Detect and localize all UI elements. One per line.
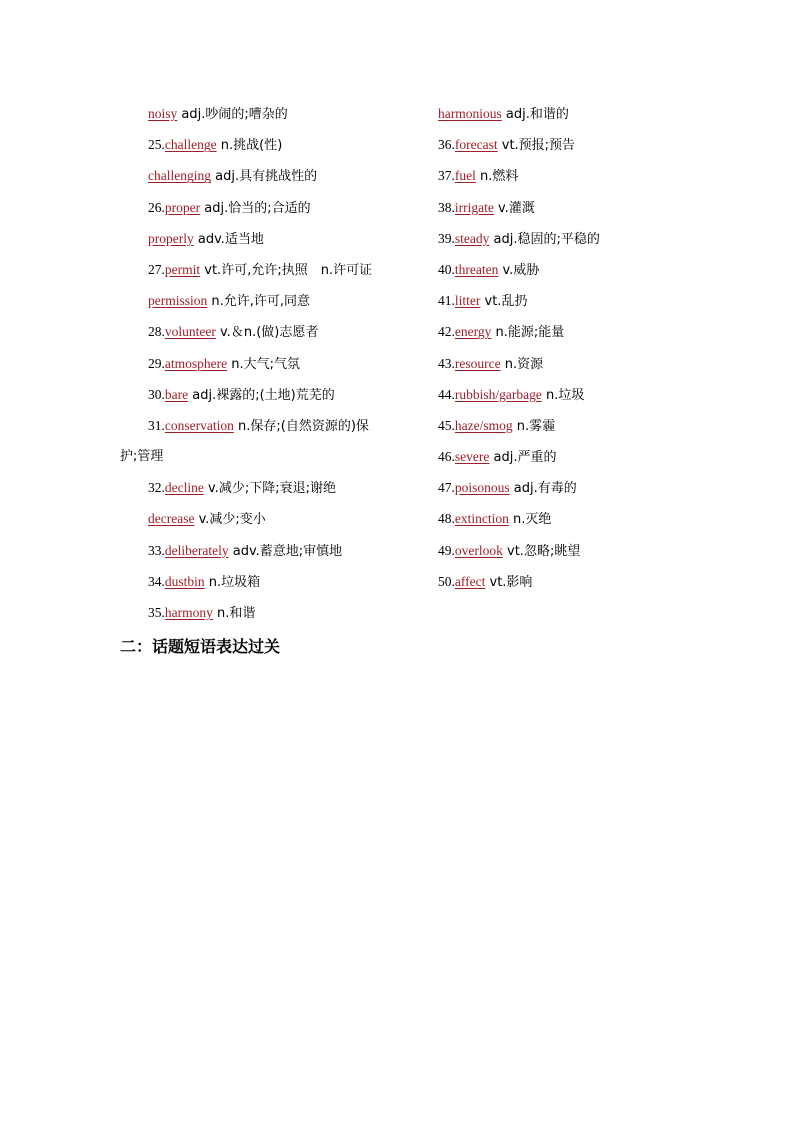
vocab-definition: vt.乱扔 bbox=[484, 294, 528, 310]
vocab-number: 28. bbox=[148, 324, 165, 340]
vocab-word: irrigate bbox=[454, 199, 494, 215]
vocab-word: resource bbox=[454, 355, 501, 371]
vocab-number: 42. bbox=[438, 324, 455, 340]
vocab-definition: v.威胁 bbox=[502, 262, 540, 278]
vocab-definition: n.大气;气氛 bbox=[231, 356, 301, 372]
vocab-word: challenging bbox=[148, 168, 211, 184]
vocab-number: 45. bbox=[438, 417, 455, 433]
vocab-number: 30. bbox=[148, 386, 165, 402]
vocab-number: 29. bbox=[148, 355, 165, 371]
vocab-entry bbox=[120, 129, 390, 160]
vocab-entry bbox=[120, 254, 390, 285]
vocab-definition: v.减少;变小 bbox=[198, 512, 266, 528]
vocab-definition: adj.和谐的 bbox=[505, 107, 569, 122]
vocab-word: atmosphere bbox=[164, 355, 228, 371]
vocab-definition: adj.裸露的;(土地)荒芜的 bbox=[192, 387, 335, 403]
vocab-definition: n.燃料 bbox=[480, 169, 519, 185]
vocab-word: permit bbox=[164, 261, 201, 277]
vocab-definition: n.保存;(自然资源的)保 bbox=[238, 418, 369, 434]
vocab-word: severe bbox=[454, 449, 490, 465]
vocab-definition: adj.具有挑战性的 bbox=[215, 169, 318, 185]
vocab-word: dustbin bbox=[164, 573, 205, 589]
vocab-entry bbox=[120, 597, 390, 628]
section-heading: 二：话题短语表达过关 bbox=[120, 637, 281, 656]
vocab-number: 32. bbox=[148, 480, 165, 496]
vocab-word: fuel bbox=[454, 168, 476, 184]
vocab-entry bbox=[120, 503, 390, 534]
vocab-definition: adj.严重的 bbox=[493, 450, 557, 466]
vocab-entry bbox=[438, 316, 688, 347]
vocab-word: decline bbox=[164, 480, 204, 496]
vocab-number: 40. bbox=[438, 261, 455, 277]
vocab-number: 43. bbox=[438, 355, 455, 371]
vocab-word: challenge bbox=[164, 137, 217, 153]
vocab-number: 41. bbox=[438, 293, 455, 309]
vocab-definition-continuation: 护;管理 bbox=[120, 449, 164, 465]
vocab-word: decrease bbox=[148, 511, 195, 527]
vocab-definition: adj.稳固的;平稳的 bbox=[493, 231, 600, 247]
vocab-word: steady bbox=[454, 230, 490, 246]
vocab-word: permission bbox=[148, 293, 208, 309]
vocab-number: 37. bbox=[438, 168, 455, 184]
vocab-entry bbox=[120, 535, 390, 566]
vocab-entry bbox=[120, 285, 390, 316]
vocab-entry bbox=[438, 535, 688, 566]
vocab-definition: n.挑战(性) bbox=[220, 138, 283, 154]
vocab-entry bbox=[120, 348, 390, 379]
vocab-word: poisonous bbox=[454, 480, 510, 496]
vocab-definition: adv.蓄意地;审慎地 bbox=[232, 543, 343, 559]
vocab-word: properly bbox=[148, 230, 194, 246]
vocab-number: 50. bbox=[438, 573, 455, 589]
vocab-definition: n.垃圾 bbox=[546, 387, 585, 403]
vocab-column-left bbox=[120, 98, 390, 628]
vocab-definition: vt.预报;预告 bbox=[501, 138, 576, 154]
vocab-number: 39. bbox=[438, 230, 455, 246]
vocab-entry bbox=[438, 503, 688, 534]
vocab-entry bbox=[438, 410, 688, 441]
vocab-word: harmony bbox=[164, 605, 213, 620]
vocab-word: haze/smog bbox=[454, 417, 513, 433]
vocab-word: deliberately bbox=[164, 542, 229, 558]
vocab-definition: adv.适当地 bbox=[197, 231, 264, 247]
vocab-entry bbox=[438, 566, 688, 597]
vocab-entry bbox=[120, 566, 390, 597]
vocab-entry bbox=[438, 348, 688, 379]
vocab-definition: n.和谐 bbox=[217, 606, 256, 621]
vocab-definition: vt.影响 bbox=[489, 574, 533, 590]
vocab-word: forecast bbox=[454, 137, 498, 153]
vocab-entry bbox=[438, 254, 688, 285]
vocab-definition: adj.恰当的;合适的 bbox=[204, 200, 311, 216]
vocab-word: volunteer bbox=[164, 324, 216, 340]
vocab-word: rubbish/garbage bbox=[454, 386, 542, 402]
vocab-entry bbox=[438, 379, 688, 410]
vocab-entry bbox=[120, 410, 390, 441]
vocab-number: 38. bbox=[438, 199, 455, 215]
vocab-definition: vt.许可,允许;执照 n.许可证 bbox=[204, 262, 373, 278]
vocab-word: affect bbox=[454, 573, 486, 589]
vocab-number: 35. bbox=[148, 605, 165, 620]
vocab-entry bbox=[438, 472, 688, 503]
vocab-word: proper bbox=[164, 199, 201, 215]
vocab-definition: n.灭绝 bbox=[513, 512, 552, 528]
vocab-word: energy bbox=[454, 324, 492, 340]
vocab-entry bbox=[120, 160, 390, 191]
vocab-entry bbox=[120, 316, 390, 347]
vocab-definition: vt.忽略;眺望 bbox=[507, 543, 581, 559]
vocab-number: 26. bbox=[148, 199, 165, 215]
vocab-definition: adj.有毒的 bbox=[513, 481, 577, 497]
vocab-definition: v.＆n.(做)志愿者 bbox=[220, 325, 319, 341]
vocab-definition: n.允许,许可,同意 bbox=[211, 294, 311, 310]
vocab-number: 33. bbox=[148, 542, 165, 558]
vocab-definition: adj.吵闹的;嘈杂的 bbox=[181, 107, 288, 122]
vocab-word: noisy bbox=[148, 106, 178, 121]
vocab-definition: v.减少;下降;衰退;谢绝 bbox=[208, 481, 336, 497]
vocab-number: 25. bbox=[148, 137, 165, 153]
vocab-entry bbox=[120, 472, 390, 503]
vocab-entry bbox=[438, 285, 688, 316]
vocab-number: 49. bbox=[438, 542, 455, 558]
vocab-number: 47. bbox=[438, 480, 455, 496]
vocab-number: 44. bbox=[438, 386, 455, 402]
vocab-entry bbox=[438, 129, 688, 160]
vocab-entry bbox=[438, 441, 688, 472]
vocab-number: 46. bbox=[438, 449, 455, 465]
vocab-word: litter bbox=[454, 293, 481, 309]
vocab-entry bbox=[120, 379, 390, 410]
vocab-entry bbox=[120, 192, 390, 223]
vocab-entry bbox=[438, 223, 688, 254]
vocab-number: 36. bbox=[438, 137, 455, 153]
vocab-word: bare bbox=[164, 386, 189, 402]
vocab-word: extinction bbox=[454, 511, 509, 527]
vocab-definition: n.垃圾箱 bbox=[208, 574, 261, 590]
vocab-definition: n.雾霾 bbox=[516, 418, 556, 434]
vocab-number: 48. bbox=[438, 511, 455, 527]
vocab-column-right bbox=[438, 98, 688, 597]
vocab-definition: n.能源;能量 bbox=[495, 325, 565, 341]
vocab-entry bbox=[120, 441, 390, 472]
vocab-number: 27. bbox=[148, 261, 165, 277]
vocab-entry bbox=[120, 98, 390, 129]
vocab-entry bbox=[438, 98, 688, 129]
vocab-word: harmonious bbox=[438, 106, 502, 121]
vocab-definition: v.灌溉 bbox=[498, 200, 535, 216]
vocab-word: threaten bbox=[454, 261, 499, 277]
vocab-number: 34. bbox=[148, 573, 165, 589]
vocab-word: conservation bbox=[164, 417, 234, 433]
vocab-word: overlook bbox=[454, 542, 503, 558]
vocab-number: 31. bbox=[148, 417, 165, 433]
vocab-entry bbox=[438, 160, 688, 191]
vocab-entry bbox=[120, 223, 390, 254]
vocab-entry bbox=[438, 192, 688, 223]
vocab-definition: n.资源 bbox=[504, 356, 544, 372]
